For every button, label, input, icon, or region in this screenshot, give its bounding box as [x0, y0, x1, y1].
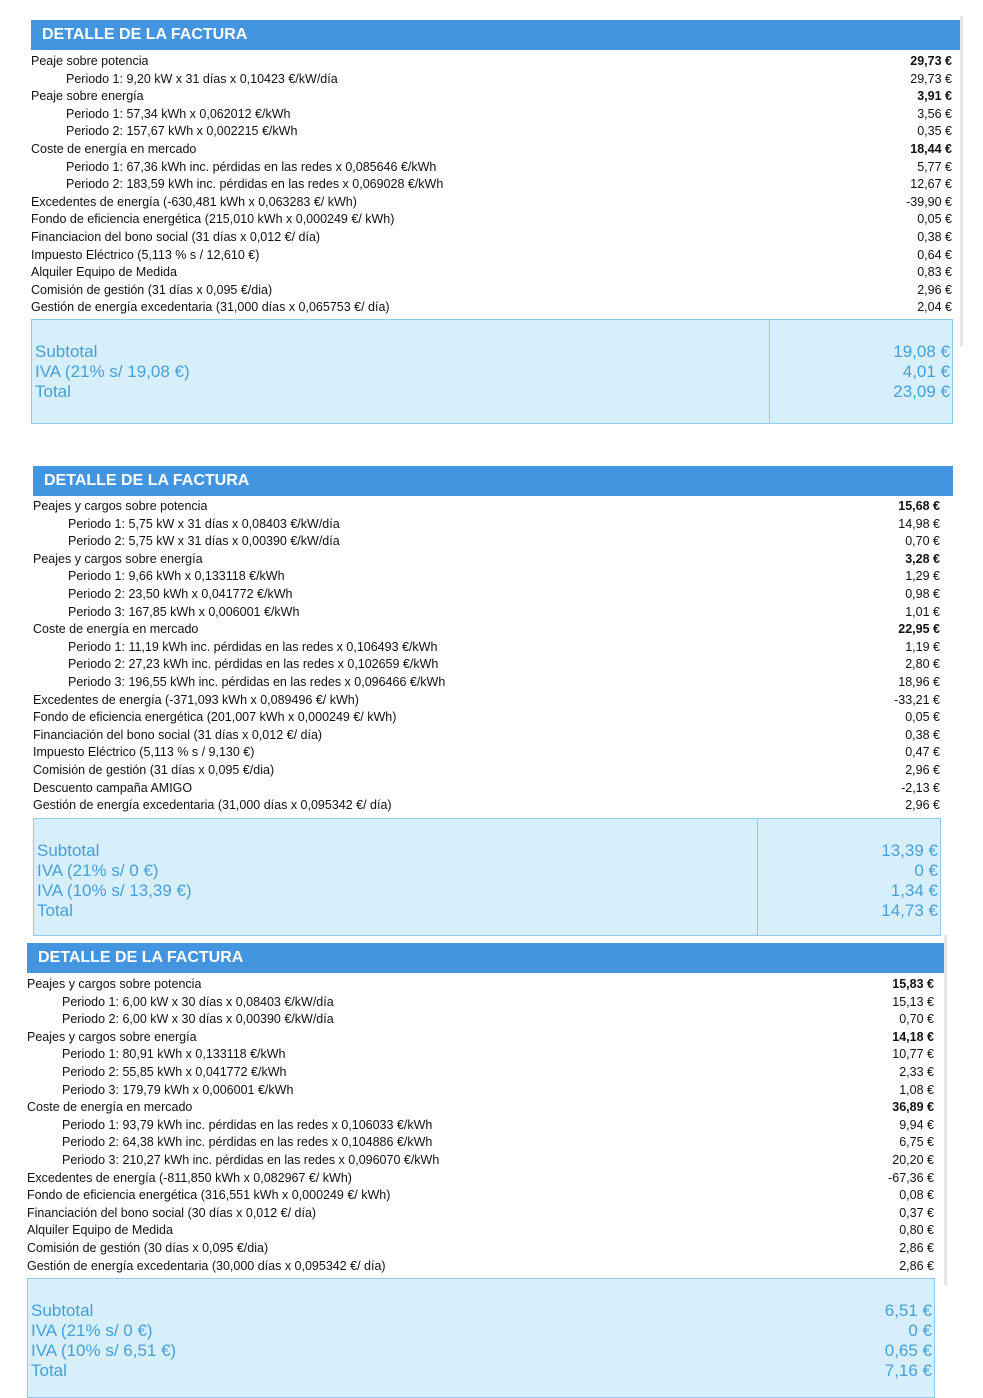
totals-amount: 0 € — [914, 860, 938, 880]
line-amount: 0,47 € — [905, 745, 940, 760]
invoice-line — [33, 604, 941, 622]
invoice-line — [33, 692, 941, 710]
line-amount: 0,05 € — [905, 710, 940, 725]
invoice-line — [27, 1029, 935, 1047]
invoice-line — [31, 159, 953, 177]
line-description: Peaje sobre potencia — [31, 54, 149, 68]
line-description: Financiación del bono social (30 días x 0,012 €/ día) — [27, 1205, 317, 1220]
line-description: Periodo 2: 5,75 kW x 31 días x 0,00390 €/kW/día — [68, 534, 340, 549]
line-amount: 2,86 € — [899, 1240, 934, 1255]
invoice-line — [27, 1205, 935, 1223]
line-amount: 0,83 € — [917, 265, 952, 280]
totals-label: Subtotal — [37, 840, 100, 860]
invoice-line — [31, 247, 953, 265]
line-description: Gestión de energía excedentaria (30,000 días x 0,095342 €/ día) — [27, 1258, 386, 1273]
line-amount: 15,13 € — [892, 994, 934, 1009]
invoice-line — [27, 1064, 935, 1082]
line-description: Periodo 1: 9,66 kWh x 0,133118 €/kWh — [68, 569, 285, 584]
invoice-line — [27, 1258, 935, 1276]
totals-label — [31, 1301, 934, 1321]
line-amount: 3,56 € — [917, 106, 952, 121]
line-amount: 5,77 € — [917, 159, 952, 174]
invoice-line — [31, 229, 953, 247]
totals-amount: 14,73 € — [881, 900, 938, 920]
invoice-line — [33, 621, 941, 639]
invoice-line — [31, 264, 953, 282]
line-description: Coste de energía en mercado — [27, 1100, 193, 1115]
totals-amount: 19,08 € — [893, 341, 950, 361]
line-description: Peajes y cargos sobre energía — [33, 551, 203, 566]
line-amount: 10,77 € — [892, 1047, 934, 1062]
line-description: Gestión de energía excedentaria (31,000 días x 0,095342 €/ día) — [33, 798, 392, 813]
invoice-line — [27, 1222, 935, 1240]
line-description: Fondo de eficiencia energética (316,551 kWh x 0,000249 €/ kWh) — [27, 1188, 391, 1203]
invoice-line — [27, 1170, 935, 1188]
totals-label-text: Total — [31, 1361, 67, 1381]
line-amount: 3,91 € — [917, 89, 952, 104]
totals-label: IVA (21% s/ 19,08 €) — [35, 361, 190, 381]
line-description: Fondo de eficiencia energética (215,010 kWh x 0,000249 €/ kWh) — [31, 212, 395, 227]
line-amount: 1,08 € — [899, 1082, 934, 1097]
invoice-line — [33, 674, 941, 692]
line-amount: -67,36 € — [888, 1170, 934, 1185]
line-amount: 29,73 € — [910, 54, 952, 68]
invoice-header: DETALLE DE LA FACTURA — [31, 20, 963, 50]
line-description: Financiacion del bono social (31 días x 0,012 €/ día) — [31, 229, 321, 244]
invoice-line — [33, 568, 941, 586]
invoice-line — [33, 727, 941, 745]
line-description: Impuesto Eléctrico (5,113 % s / 9,130 €) — [33, 745, 255, 760]
line-amount: 2,96 € — [905, 762, 940, 777]
line-amount: 2,33 € — [899, 1064, 934, 1079]
invoice-line — [31, 299, 953, 317]
totals-amount: 1,34 € — [890, 880, 938, 900]
invoice-lines — [33, 496, 941, 815]
line-amount: 2,96 € — [905, 798, 940, 813]
line-description: Gestión de energía excedentaria (31,000 días x 0,065753 €/ día) — [31, 300, 390, 315]
line-description: Periodo 3: 179,79 kWh x 0,006001 €/kWh — [62, 1082, 294, 1097]
invoice-header: DETALLE DE LA FACTURA — [27, 943, 947, 973]
line-amount: 22,95 € — [898, 622, 940, 637]
totals-amount: 0 € — [908, 1321, 932, 1341]
line-amount: 29,73 € — [910, 71, 952, 86]
invoice-line — [27, 1099, 935, 1117]
line-amount: 36,89 € — [892, 1100, 934, 1115]
line-amount: 9,94 € — [899, 1117, 934, 1132]
totals-amounts — [757, 819, 940, 935]
totals-label — [31, 1341, 934, 1361]
totals-amount: 4,01 € — [902, 361, 950, 381]
invoice-line — [33, 656, 941, 674]
invoice-line — [27, 1134, 935, 1152]
invoice-line — [27, 1046, 935, 1064]
invoice-header: DETALLE DE LA FACTURA — [33, 466, 953, 496]
invoice-line — [27, 994, 935, 1012]
page-edge-line — [944, 935, 947, 1285]
invoice-line — [31, 88, 953, 106]
invoice-line — [31, 282, 953, 300]
invoice-line — [27, 1187, 935, 1205]
totals-amount: 6,51 € — [884, 1301, 932, 1321]
totals-box — [31, 319, 953, 424]
totals-label-text: IVA (21% s/ 0 €) — [31, 1321, 153, 1341]
invoice-line — [27, 1082, 935, 1100]
line-amount: 20,20 € — [892, 1152, 934, 1167]
invoice-line — [33, 586, 941, 604]
line-amount: 1,19 € — [905, 639, 940, 654]
line-amount: 0,38 € — [917, 229, 952, 244]
line-description: Excedentes de energía (-371,093 kWh x 0,089496 €/ kWh) — [33, 692, 359, 707]
line-description: Periodo 2: 183,59 kWh inc. pérdidas en las redes x 0,069028 €/kWh — [66, 177, 444, 192]
line-description: Periodo 3: 167,85 kWh x 0,006001 €/kWh — [68, 604, 300, 619]
line-description: Periodo 2: 157,67 kWh x 0,002215 €/kWh — [66, 124, 298, 139]
line-amount: 0,98 € — [905, 586, 940, 601]
line-description: Periodo 1: 6,00 kW x 30 días x 0,08403 €/kW/día — [62, 994, 334, 1009]
invoice-line — [33, 797, 941, 815]
invoice-line — [27, 1240, 935, 1258]
totals-amount: 7,16 € — [884, 1361, 932, 1381]
invoice-2 — [33, 466, 953, 936]
line-amount: 18,44 € — [910, 141, 952, 156]
invoice-line — [33, 744, 941, 762]
line-description: Peajes y cargos sobre potencia — [33, 499, 208, 513]
invoice-line — [33, 709, 941, 727]
line-description: Periodo 1: 80,91 kWh x 0,133118 €/kWh — [62, 1047, 286, 1062]
totals-label-text: IVA (10% s/ 6,51 €) — [31, 1341, 177, 1361]
invoice-line — [27, 1011, 935, 1029]
line-amount: -33,21 € — [894, 692, 940, 707]
line-amount: 0,70 € — [905, 534, 940, 549]
line-amount: 3,28 € — [905, 551, 940, 566]
invoice-line — [31, 176, 953, 194]
line-description: Periodo 2: 64,38 kWh inc. pérdidas en las redes x 0,104886 €/kWh — [62, 1135, 433, 1150]
line-amount: 0,05 € — [917, 212, 952, 227]
line-description: Descuento campaña AMIGO — [33, 780, 193, 795]
totals-box — [33, 818, 941, 936]
line-description: Alquiler Equipo de Medida — [31, 265, 177, 280]
line-description: Excedentes de energía (-811,850 kWh x 0,082967 €/ kWh) — [27, 1170, 352, 1185]
line-description: Periodo 2: 6,00 kW x 30 días x 0,00390 €/kW/día — [62, 1012, 334, 1027]
line-amount: 0,64 € — [917, 247, 952, 262]
invoice-line — [31, 106, 953, 124]
line-description: Fondo de eficiencia energética (201,007 kWh x 0,000249 €/ kWh) — [33, 710, 397, 725]
totals-labels — [32, 320, 769, 423]
totals-label: Total — [37, 900, 73, 920]
line-description: Comisión de gestión (30 días x 0,095 €/dia) — [27, 1240, 269, 1255]
invoice-line — [27, 1117, 935, 1135]
invoice-line — [33, 516, 941, 534]
line-amount: 18,96 € — [898, 674, 940, 689]
line-amount: 0,80 € — [899, 1223, 934, 1238]
page-edge-line — [960, 16, 963, 346]
invoice-line — [33, 780, 941, 798]
line-description: Peaje sobre energía — [31, 89, 144, 104]
totals-label — [31, 1321, 934, 1341]
line-description: Periodo 3: 196,55 kWh inc. pérdidas en las redes x 0,096466 €/kWh — [68, 674, 446, 689]
invoice-line — [33, 533, 941, 551]
totals-labels — [34, 819, 757, 935]
line-description: Periodo 3: 210,27 kWh inc. pérdidas en las redes x 0,096070 €/kWh — [62, 1152, 440, 1167]
line-amount: 2,96 € — [917, 282, 952, 297]
line-description: Periodo 2: 55,85 kWh x 0,041772 €/kWh — [62, 1064, 287, 1079]
invoice-line — [33, 498, 941, 516]
invoice-3 — [27, 943, 947, 1398]
line-description: Periodo 2: 23,50 kWh x 0,041772 €/kWh — [68, 586, 293, 601]
invoice-line — [33, 762, 941, 780]
totals-amount: 23,09 € — [893, 381, 950, 401]
line-description: Impuesto Eléctrico (5,113 % s / 12,610 €) — [31, 247, 260, 262]
line-description: Periodo 1: 57,34 kWh x 0,062012 €/kWh — [66, 106, 291, 121]
line-amount: 1,01 € — [905, 604, 940, 619]
line-description: Periodo 1: 5,75 kW x 31 días x 0,08403 €/kW/día — [68, 516, 340, 531]
invoice-line — [31, 53, 953, 71]
line-description: Peajes y cargos sobre potencia — [27, 977, 202, 991]
line-amount: 14,18 € — [892, 1029, 934, 1044]
totals-label: IVA (10% s/ 13,39 €) — [37, 880, 192, 900]
invoice-line — [27, 976, 935, 994]
invoice-line — [33, 639, 941, 657]
totals-label: IVA (21% s/ 0 €) — [37, 860, 159, 880]
totals-label: Total — [35, 381, 71, 401]
totals-box — [27, 1278, 935, 1398]
line-description: Comisión de gestión (31 días x 0,095 €/dia) — [33, 762, 275, 777]
line-amount: 15,83 € — [892, 977, 934, 991]
invoice-line — [31, 141, 953, 159]
invoice-line — [31, 123, 953, 141]
invoice-lines — [27, 973, 935, 1275]
line-amount: -2,13 € — [901, 780, 940, 795]
invoice-line — [31, 211, 953, 229]
totals-label — [31, 1361, 934, 1381]
line-amount: 2,04 € — [917, 300, 952, 315]
line-amount: 2,86 € — [899, 1258, 934, 1273]
line-amount: 0,35 € — [917, 124, 952, 139]
line-description: Financiación del bono social (31 días x 0,012 €/ día) — [33, 727, 323, 742]
line-description: Coste de energía en mercado — [33, 622, 199, 637]
totals-amount: 0,65 € — [884, 1341, 932, 1361]
line-description: Coste de energía en mercado — [31, 141, 197, 156]
line-description: Peajes y cargos sobre energía — [27, 1029, 197, 1044]
line-amount: 1,29 € — [905, 569, 940, 584]
line-amount: 12,67 € — [910, 177, 952, 192]
line-description: Periodo 1: 9,20 kW x 31 días x 0,10423 €/kW/día — [66, 71, 338, 86]
invoice-line — [31, 194, 953, 212]
line-description: Comisión de gestión (31 días x 0,095 €/dia) — [31, 282, 273, 297]
totals-amount: 13,39 € — [881, 840, 938, 860]
line-amount: 0,37 € — [899, 1205, 934, 1220]
totals-labels — [28, 1279, 934, 1397]
line-description: Excedentes de energía (-630,481 kWh x 0,063283 €/ kWh) — [31, 194, 357, 209]
line-description: Alquiler Equipo de Medida — [27, 1223, 173, 1238]
line-amount: 0,08 € — [899, 1188, 934, 1203]
invoice-line — [33, 551, 941, 569]
totals-label-text: Subtotal — [31, 1301, 94, 1321]
totals-amounts — [769, 320, 952, 423]
line-amount: 0,70 € — [899, 1012, 934, 1027]
totals-label: Subtotal — [35, 341, 98, 361]
line-amount: -39,90 € — [906, 194, 952, 209]
invoice-line — [31, 71, 953, 89]
line-description: Periodo 1: 67,36 kWh inc. pérdidas en las redes x 0,085646 €/kWh — [66, 159, 437, 174]
invoice-line — [27, 1152, 935, 1170]
line-amount: 14,98 € — [898, 516, 940, 531]
line-description: Periodo 1: 11,19 kWh inc. pérdidas en las redes x 0,106493 €/kWh — [68, 639, 438, 654]
line-amount: 0,38 € — [905, 727, 940, 742]
invoice-lines — [31, 50, 953, 317]
line-amount: 6,75 € — [899, 1135, 934, 1150]
line-description: Periodo 2: 27,23 kWh inc. pérdidas en las redes x 0,102659 €/kWh — [68, 657, 439, 672]
line-description: Periodo 1: 93,79 kWh inc. pérdidas en las redes x 0,106033 €/kWh — [62, 1117, 433, 1132]
invoice-1 — [31, 20, 963, 424]
line-amount: 15,68 € — [898, 499, 940, 513]
line-amount: 2,80 € — [905, 657, 940, 672]
